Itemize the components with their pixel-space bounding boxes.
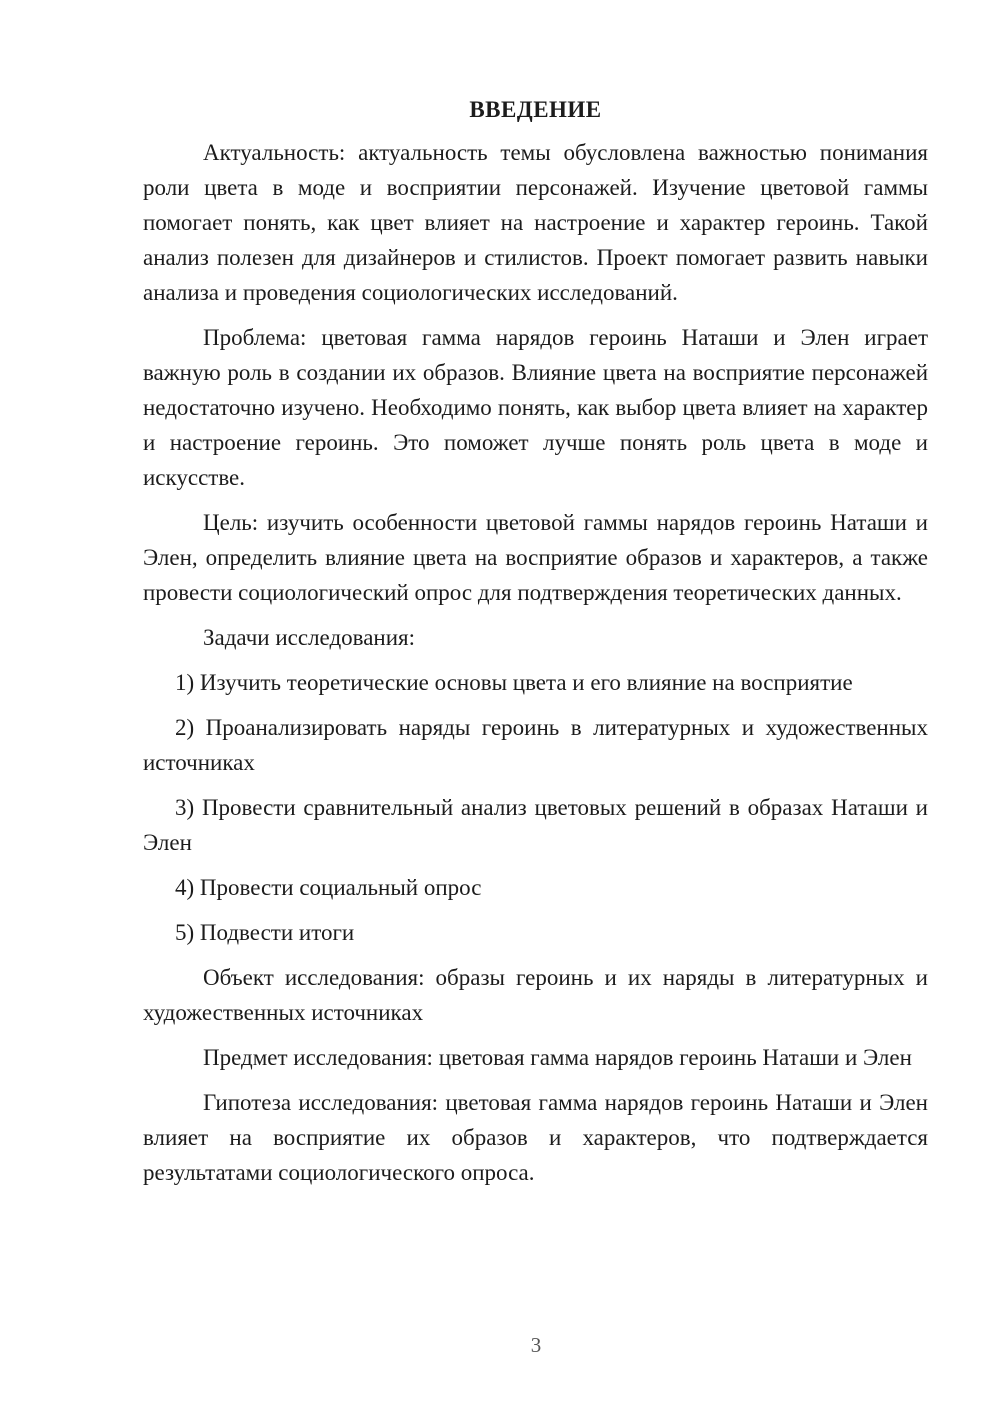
goal-paragraph: Цель: изучить особенности цветовой гаммы нарядов героинь Наташи и Элен, определить влияние цвета на восприятие образов и характеров, а также провести социологический опрос для подтверждения теоретических данных. <box>143 510 928 605</box>
object-paragraph: Объект исследования: образы героинь и их наряды в литературных и художественных источниках <box>143 965 928 1025</box>
task-item-1: 1) Изучить теоретические основы цвета и его влияние на восприятие <box>175 670 853 695</box>
document-page <box>143 92 928 1200</box>
task-item-4: 4) Провести социальный опрос <box>175 875 482 900</box>
section-heading: ВВЕДЕНИЕ <box>469 97 602 122</box>
subject-paragraph: Предмет исследования: цветовая гамма нарядов героинь Наташи и Элен <box>203 1045 912 1070</box>
relevance-paragraph: Актуальность: актуальность темы обусловлена важностью понимания роли цвета в моде и восприятии персонажей. Изучение цветовой гаммы помогает понять, как цвет влияет на настроение и характер героинь. Такой анализ полезен для дизайнеров и стилистов. Проект помогает развить навыки анализа и проведения социологических исследований. <box>143 140 928 305</box>
hypothesis-paragraph: Гипотеза исследования: цветовая гамма нарядов героинь Наташи и Элен влияет на восприятие их образов и характеров, что подтверждается результатами социологического опроса. <box>143 1090 928 1185</box>
task-item-2: 2) Проанализировать наряды героинь в литературных и художественных источниках <box>143 715 928 775</box>
task-item-3: 3) Провести сравнительный анализ цветовых решений в образах Наташи и Элен <box>143 795 928 855</box>
tasks-intro: Задачи исследования: <box>203 625 416 650</box>
problem-paragraph: Проблема: цветовая гамма нарядов героинь Наташи и Элен играет важную роль в создании их образов. Влияние цвета на восприятие персонажей недостаточно изучено. Необходимо понять, как выбор цвета влияет на характер и настроение героинь. Это поможет лучше понять роль цвета в моде и искусстве. <box>143 325 928 490</box>
page-number: 3 <box>530 1333 542 1357</box>
task-item-5: 5) Подвести итоги <box>175 920 355 945</box>
